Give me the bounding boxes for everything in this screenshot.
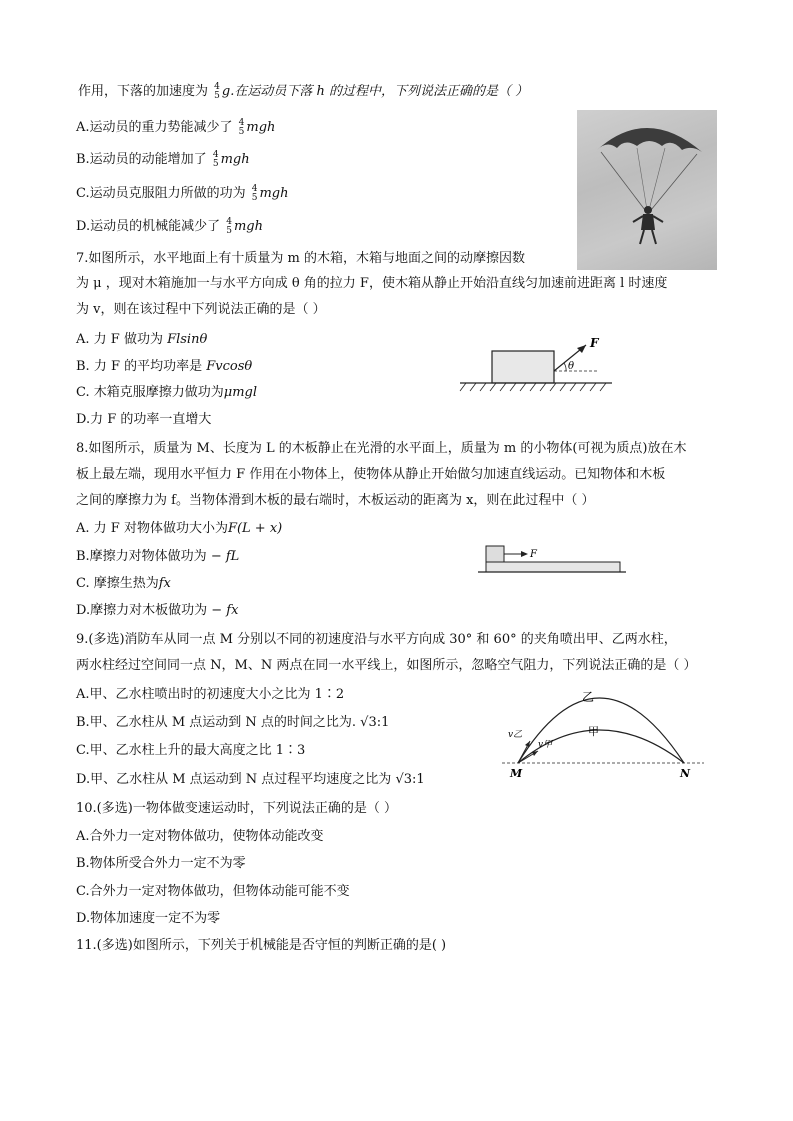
q8-option-a: A. 力 F 对物体做功大小为F(L + x) xyxy=(76,521,283,536)
q8-stem-line2: 板上最左端，现用水平恒力 F 作用在小物体上，使物体从静止开始做匀加速直线运动。已知物体和木板 xyxy=(76,467,666,482)
q8-figure-board xyxy=(478,542,628,582)
q8-option-d: D.摩擦力对木板做功为 − fx xyxy=(76,603,239,618)
q9-option-d: D.甲、乙水柱从 M 点运动到 N 点过程平均速度之比为 √3:1 xyxy=(76,772,425,787)
q8-option-b: B.摩擦力对物体做功为 − fL xyxy=(76,549,240,564)
q8-stem-line3: 之间的摩擦力为 f。当物体滑到木板的最右端时，木板运动的距离为 x，则在此过程中（ ） xyxy=(76,493,595,508)
curve-label-yi: 乙 xyxy=(582,690,595,704)
q7-stem-line1: 7.如图所示，水平地面上有十质量为 m 的木箱，木箱与地面之间的动摩擦因数 xyxy=(76,251,525,266)
q7-option-c: C. 木箱克服摩擦力做功为μmgl xyxy=(76,385,258,400)
q7-stem-line2: 为 μ ，现对木箱施加一与水平方向成 θ 角的拉力 F，使木箱从静止开始沿直线匀加速前进距离 l 时速度 xyxy=(76,276,668,291)
q10-option-c: C.合外力一定对物体做功，但物体动能可能不变 xyxy=(76,884,350,899)
point-n-label: N xyxy=(680,767,691,780)
fraction: 4 5 xyxy=(214,81,220,101)
q9-option-a: A.甲、乙水柱喷出时的初速度大小之比为 1∶2 xyxy=(76,687,345,702)
angle-label: θ xyxy=(568,361,575,372)
force-label: F xyxy=(530,549,537,560)
q9-figure-trajectories xyxy=(498,685,708,780)
q10-stem: 10.(多选)一物体做变速运动时，下列说法正确的是（ ） xyxy=(76,801,397,816)
q6-option-a: A.运动员的重力势能减少了 4 5 mgh xyxy=(76,117,276,137)
q10-option-d: D.物体加速度一定不为零 xyxy=(76,911,221,926)
q9-stem-line2: 两水柱经过空间同一点 N，M、N 两点在同一水平线上，如图所示，忽略空气阻力，下列说法正确的是（ ） xyxy=(76,658,697,673)
q6-option-b: B.运动员的动能增加了 4 5 mgh xyxy=(76,149,250,169)
q9-option-b: B.甲、乙水柱从 M 点运动到 N 点的时间之比为. √3:1 xyxy=(76,715,390,730)
q7-stem-line3: 为 v，则在该过程中下列说法正确的是（ ） xyxy=(76,302,326,317)
q9-option-c: C.甲、乙水柱上升的最大高度之比 1∶3 xyxy=(76,743,306,758)
velocity-label-jia: v甲 xyxy=(538,740,553,750)
q11-stem: 11.(多选)如图所示，下列关于机械能是否守恒的判断正确的是( ) xyxy=(76,938,447,953)
force-label: F xyxy=(590,336,599,350)
q7-option-a: A. 力 F 做功为 Flsinθ xyxy=(76,332,208,347)
q6-intro: 作用，下落的加速度为 4 5 g.在运动员下落 h 的过程中，下列说法正确的是（ ） xyxy=(78,81,529,101)
q7-option-d: D.力 F 的功率一直增大 xyxy=(76,412,212,427)
q6-option-d: D.运动员的机械能减少了 4 5 mgh xyxy=(76,216,263,236)
q10-option-a: A.合外力一定对物体做功，使物体动能改变 xyxy=(76,829,324,844)
q7-option-b: B. 力 F 的平均功率是 Fvcosθ xyxy=(76,359,253,374)
parachutist-photo xyxy=(577,110,717,270)
q9-stem-line1: 9.(多选)消防车从同一点 M 分别以不同的初速度沿与水平方向成 30° 和 60° 的夹角喷出甲、乙两水柱， xyxy=(76,632,677,647)
q8-stem-line1: 8.如图所示，质量为 M、长度为 L 的木板静止在光滑的水平面上，质量为 m 的小物体(可视为质点)放在木 xyxy=(76,441,687,456)
q7-figure-box xyxy=(458,335,618,395)
q10-option-b: B.物体所受合外力一定不为零 xyxy=(76,856,246,871)
q6-option-c: C.运动员克服阻力所做的功为 4 5 mgh xyxy=(76,183,289,203)
curve-label-jia: 甲 xyxy=(588,725,599,738)
velocity-label-yi: v乙 xyxy=(508,730,523,740)
q8-option-c: C. 摩擦生热为fx xyxy=(76,576,171,591)
point-m-label: M xyxy=(510,767,523,780)
